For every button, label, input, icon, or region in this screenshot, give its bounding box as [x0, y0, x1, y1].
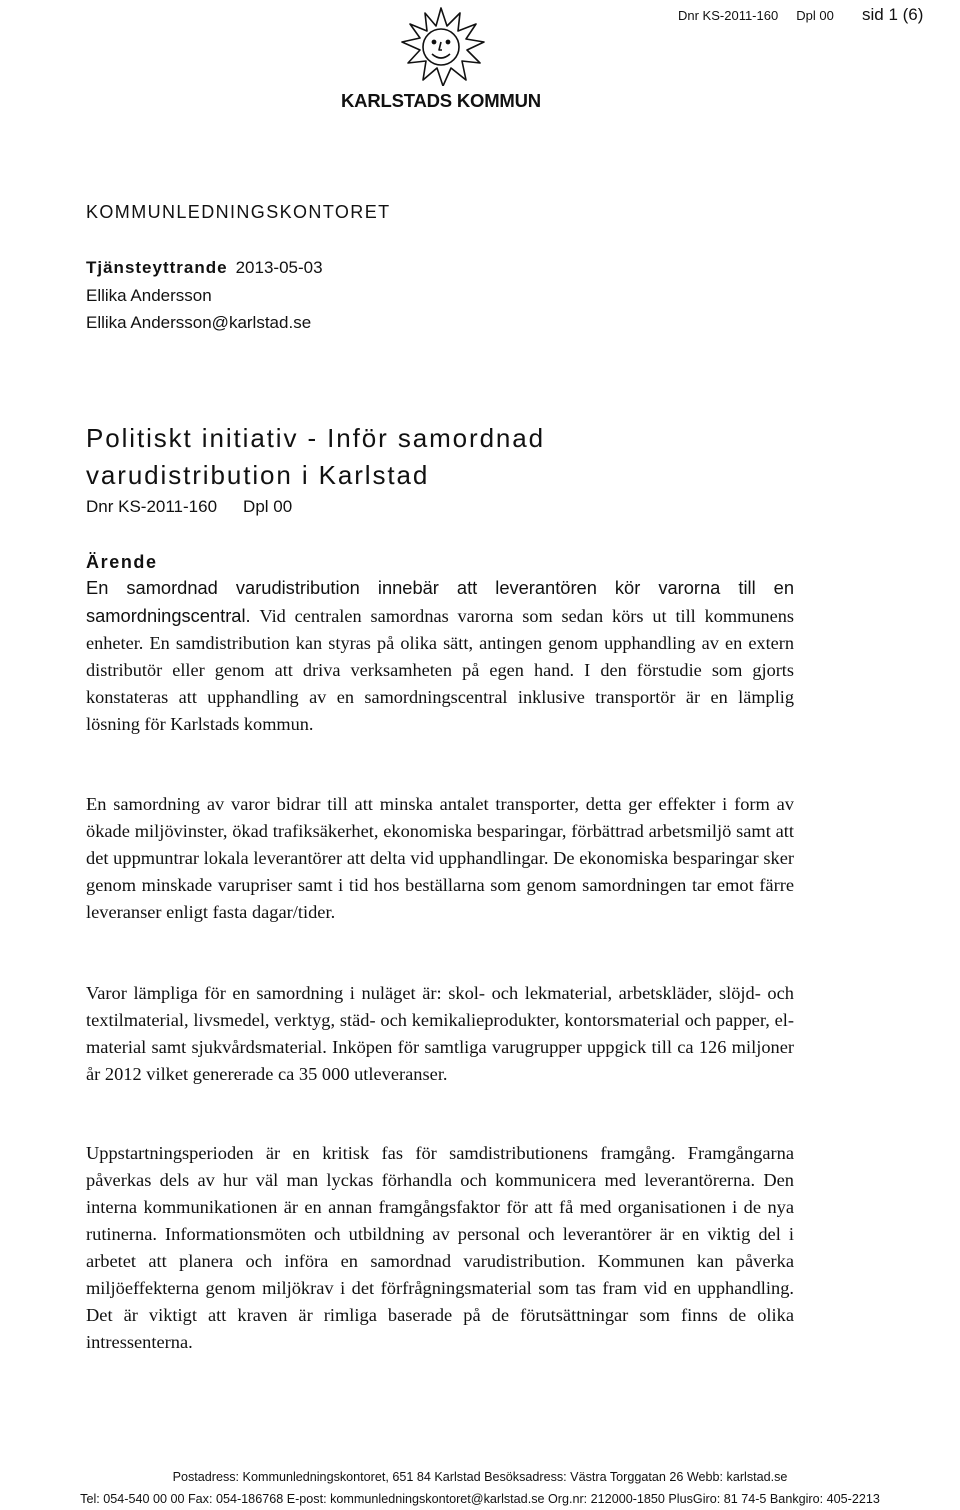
body-paragraph-3: Uppstartningsperioden är en kritisk fas för samdistributionens framgång. Framgångarna påverkas dels av hur väl man lyckas förhandla och kommunicera med leverantörerna. Den interna kommunikationen är en annan framgångsfaktor för att få med organisationen i de nya rutinerna. Informationsmöten och utbildning av personal och leverantörer är en viktig del i arbetet att planera och införa en samordnad varudistribution. Kommunen kan påverka miljöeffekterna genom miljökrav i det förfrågningsmaterial som tas fram vid en upphandling. Det är viktigt att kraven är rimliga baserade på de förutsättningar som finns de olika intressenterna.: [86, 1143, 794, 1352]
arende-text: Vid centralen samordnas varorna som sedan körs ut till kommunens enheter. En samdistribution kan styras på olika sätt, antingen genom upphandling av en extern distributör eller genom att driva verksamheten på egen hand. I den förstudie som gjorts konstateras att upphandling av en samordningscentral inklusive transportör är en lämplig lösning för Karlstads kommun.: [86, 606, 794, 734]
karlstad-logo: [326, 6, 556, 112]
footer-address: Postadress: Kommunledningskontoret, 651 84 Karlstad Besöksadress: Västra Torggatan 26 Webb: karlstad.se: [172, 1470, 788, 1484]
memo-email: Ellika Andersson@karlstad.se: [86, 313, 312, 332]
section-heading-arende: Ärende: [86, 552, 158, 572]
title-reference: [86, 497, 292, 517]
subref-dnr: Dnr KS-2011-160: [86, 497, 218, 516]
body-paragraph-1: En samordning av varor bidrar till att minska antalet transporter, detta ger effekter i form av ökade miljövinster, ökad trafiksäkerhet, ekonomiska besparingar, förbättrad arbetsmiljö samt att det uppmuntrar lokala leverantörer att delta vid upphandlingar. De ekonomiska besparingar sker genom minskade varupriser samt i tid hos beställarna som genom samordningen tar emot färre leveranser enligt fasta dagar/tider.: [86, 794, 794, 922]
memo-line: [86, 258, 323, 278]
footer-contact: Tel: 054-540 00 00 Fax: 054-186768 E-post: kommunledningskontoret@karlstad.se Org.nr: 212000-1850 PlusGiro: 81 74-5 Bankgiro: 405-2213: [80, 1492, 880, 1506]
header-reference: [678, 8, 834, 23]
memo-author: Ellika Andersson: [86, 286, 212, 305]
memo-date: 2013-05-03: [235, 258, 323, 277]
page-title: Politiskt initiativ - Inför samordnad varudistribution i Karlstad: [86, 423, 546, 490]
department-name: KOMMUNLEDNINGSKONTORET: [86, 202, 391, 222]
sun-logo-icon: [396, 6, 486, 86]
arende-paragraph: [86, 574, 794, 738]
body-paragraph-2: Varor lämpliga för en samordning i nuläget är: skol- och lekmaterial, arbetskläder, slöjd- och textilmaterial, livsmedel, verktyg, städ- och kemikalieprodukter, kontorsmaterial och papper, el-material samt sjukvårdsmaterial. Inköpen för samtliga varugrupper uppgick till ca 126 miljoner år 2012 vilket genererade ca 35 000 utleveranser.: [86, 983, 794, 1084]
page-number: sid 1 (6): [862, 5, 924, 24]
header-dnr: Dnr KS-2011-160: [678, 8, 779, 23]
arende-lead: En samordnad varudistribution innebär att leverantören kör varorna till en samordningscentral.: [86, 577, 794, 626]
header-dpl: Dpl 00: [796, 8, 834, 23]
logo-text: KARLSTADS KOMMUN: [341, 90, 541, 111]
memo-label: Tjänsteyttrande: [86, 258, 228, 277]
subref-dpl: Dpl 00: [243, 497, 293, 516]
